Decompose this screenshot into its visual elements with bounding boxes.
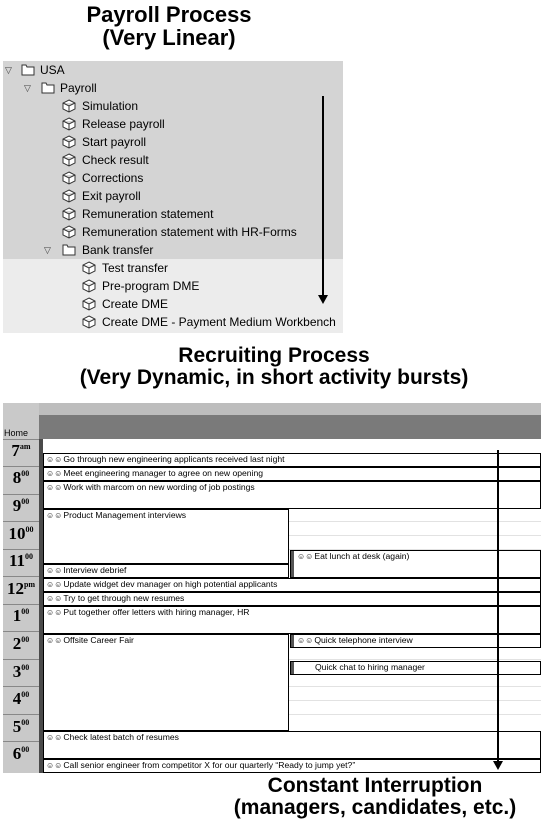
- tree-item-label: Start payroll: [82, 135, 147, 149]
- interruption-heading: [206, 775, 544, 819]
- tree-item-label: Remuneration statement: [82, 207, 214, 221]
- calendar-event[interactable]: [43, 592, 541, 606]
- calendar-event[interactable]: [43, 578, 541, 592]
- people-icon: ☺☺: [46, 469, 63, 478]
- people-icon: ☺☺: [297, 636, 314, 645]
- tree-item-label: Remuneration statement with HR-Forms: [82, 225, 297, 239]
- people-icon: ☺☺: [297, 552, 314, 561]
- hour-separator: [3, 521, 39, 522]
- linear-flow-arrow-head: [318, 295, 328, 304]
- tree-item-release-payroll[interactable]: [3, 115, 343, 133]
- event-label: Quick telephone interview: [314, 635, 413, 645]
- hour-separator: [3, 659, 39, 660]
- hour-separator: [3, 576, 39, 577]
- tree-item-remuneration-statement[interactable]: [3, 205, 343, 223]
- people-icon: ☺☺: [46, 483, 63, 492]
- tree-item-label: Release payroll: [82, 117, 165, 131]
- hour-separator: [3, 631, 39, 632]
- tree-item-exit-payroll[interactable]: [3, 187, 343, 205]
- tree-item-label: USA: [40, 63, 65, 77]
- calendar-event[interactable]: [43, 453, 541, 467]
- event-label: Quick chat to hiring manager: [315, 662, 425, 672]
- event-label: Try to get through new resumes: [63, 593, 185, 603]
- hour-label: $7^{am}$: [11, 441, 31, 460]
- payroll-heading: [0, 3, 338, 49]
- grid-line: [289, 535, 541, 536]
- payroll-subtitle: (Very Linear): [102, 25, 236, 51]
- recruiting-subtitle: (Very Dynamic, in short activity bursts): [79, 366, 469, 390]
- grid-line: [289, 714, 541, 715]
- hour-separator: [3, 466, 39, 467]
- expand-triangle-icon[interactable]: ▽: [44, 245, 51, 255]
- hour-label: $3^{00}$: [12, 662, 30, 681]
- interruption-title: Constant Interruption: [267, 774, 483, 797]
- calendar-header-bar: [39, 403, 541, 439]
- hour-label: $6^{00}$: [12, 744, 30, 763]
- tree-item-corrections[interactable]: [3, 169, 343, 187]
- home-link[interactable]: Home: [4, 428, 29, 438]
- calendar-event[interactable]: [43, 731, 541, 759]
- cube-icon: [62, 117, 76, 131]
- cube-icon: [82, 279, 96, 293]
- calendar-event[interactable]: [290, 661, 541, 675]
- hour-label: $1^{00}$: [12, 606, 30, 625]
- calendar-event[interactable]: [43, 634, 289, 731]
- people-icon: ☺☺: [46, 636, 63, 645]
- people-icon: ☺☺: [46, 511, 63, 520]
- hour-label: $12^{pm}$: [6, 579, 36, 598]
- expand-triangle-icon[interactable]: ▽: [24, 83, 31, 93]
- grid-line: [289, 659, 541, 660]
- tree-item-label: Corrections: [82, 171, 144, 185]
- cube-icon: [62, 99, 76, 113]
- tree-item-label: Create DME - Payment Medium Workbench: [102, 315, 336, 329]
- tree-item-label: Pre-program DME: [102, 279, 200, 293]
- cube-icon: [62, 135, 76, 149]
- interruption-subtitle: (managers, candidates, etc.): [233, 796, 517, 820]
- hour-label: $11^{00}$: [8, 551, 34, 570]
- grid-line: [289, 686, 541, 687]
- people-icon: ☺☺: [46, 761, 63, 770]
- recruiting-calendar: [3, 403, 541, 773]
- tree-item-label: Test transfer: [102, 261, 169, 275]
- tree-item-bank-transfer[interactable]: [3, 241, 343, 259]
- folder-icon: [41, 81, 55, 95]
- hour-label: $2^{00}$: [12, 634, 30, 653]
- calendar-event[interactable]: [43, 467, 541, 481]
- interruption-arrow-head: [493, 761, 503, 770]
- event-label: Go through new engineering applicants received last night: [63, 454, 285, 464]
- event-label: Eat lunch at desk (again): [314, 551, 410, 561]
- hour-separator: [3, 549, 39, 550]
- event-label: Update widget dev manager on high potential applicants: [63, 579, 278, 589]
- hour-separator: [3, 714, 39, 715]
- cube-icon: [62, 153, 76, 167]
- people-icon: ☺☺: [46, 733, 63, 742]
- cube-icon: [62, 171, 76, 185]
- cube-icon: [82, 261, 96, 275]
- calendar-event[interactable]: [43, 606, 541, 634]
- calendar-event[interactable]: [290, 634, 541, 648]
- event-label: Offsite Career Fair: [63, 635, 134, 645]
- hour-separator: [3, 741, 39, 742]
- hour-label: $4^{00}$: [12, 689, 30, 708]
- calendar-event[interactable]: [43, 481, 541, 509]
- tree-item-remuneration-hr-forms[interactable]: [3, 223, 343, 241]
- tree-item-label: Exit payroll: [82, 189, 141, 203]
- people-icon: ☺☺: [46, 608, 63, 617]
- interruption-arrow: [497, 450, 499, 762]
- people-icon: ☺☺: [46, 455, 63, 464]
- tree-item-label: Create DME: [102, 297, 169, 311]
- folder-icon: [62, 243, 76, 257]
- cube-icon: [82, 297, 96, 311]
- event-label: Put together offer letters with hiring manager, HR: [63, 607, 250, 617]
- cube-icon: [62, 225, 76, 239]
- calendar-event[interactable]: [290, 550, 541, 578]
- tree-item-label: Simulation: [82, 99, 139, 113]
- hour-label: $10^{00}$: [8, 524, 34, 543]
- cube-icon: [82, 315, 96, 329]
- payroll-title: Payroll Process: [86, 2, 252, 27]
- hour-label: $9^{00}$: [12, 496, 30, 515]
- hour-label: $5^{00}$: [12, 717, 30, 736]
- tree-item-start-payroll[interactable]: [3, 133, 343, 151]
- hour-label: $8^{00}$: [12, 468, 30, 487]
- event-label: Interview debrief: [63, 565, 127, 575]
- event-label: Check latest batch of resumes: [63, 732, 179, 742]
- event-label: Call senior engineer from competitor X for our quarterly “Ready to jump yet?”: [63, 760, 356, 770]
- tree-item-payroll[interactable]: [3, 79, 343, 97]
- tree-item-label: Payroll: [60, 81, 97, 95]
- recruiting-title: Recruiting Process: [178, 344, 370, 367]
- tree-item-usa[interactable]: [3, 61, 343, 79]
- expand-triangle-icon[interactable]: ▽: [5, 65, 12, 75]
- linear-flow-arrow: [322, 96, 324, 296]
- payroll-tree: [3, 61, 343, 333]
- hour-separator: [3, 686, 39, 687]
- grid-line: [289, 700, 541, 701]
- event-label: Product Management interviews: [63, 510, 187, 520]
- calendar-event[interactable]: [43, 564, 289, 578]
- hour-separator: [3, 439, 39, 440]
- event-label: Work with marcom on new wording of job postings: [63, 482, 255, 492]
- people-icon: ☺☺: [46, 580, 63, 589]
- tree-item-label: Bank transfer: [82, 243, 154, 257]
- folder-icon: [21, 63, 35, 77]
- hour-separator: [3, 604, 39, 605]
- recruiting-heading: [4, 345, 544, 389]
- tree-item-simulation[interactable]: [3, 97, 343, 115]
- calendar-event[interactable]: [43, 509, 289, 564]
- grid-line: [289, 521, 541, 522]
- calendar-event[interactable]: [43, 759, 541, 773]
- event-label: Meet engineering manager to agree on new opening: [63, 468, 264, 478]
- people-icon: ☺☺: [46, 594, 63, 603]
- cube-icon: [62, 189, 76, 203]
- cube-icon: [62, 207, 76, 221]
- tree-item-check-result[interactable]: [3, 151, 343, 169]
- people-icon: ☺☺: [46, 566, 63, 575]
- tree-item-label: Check result: [82, 153, 149, 167]
- hour-separator: [3, 494, 39, 495]
